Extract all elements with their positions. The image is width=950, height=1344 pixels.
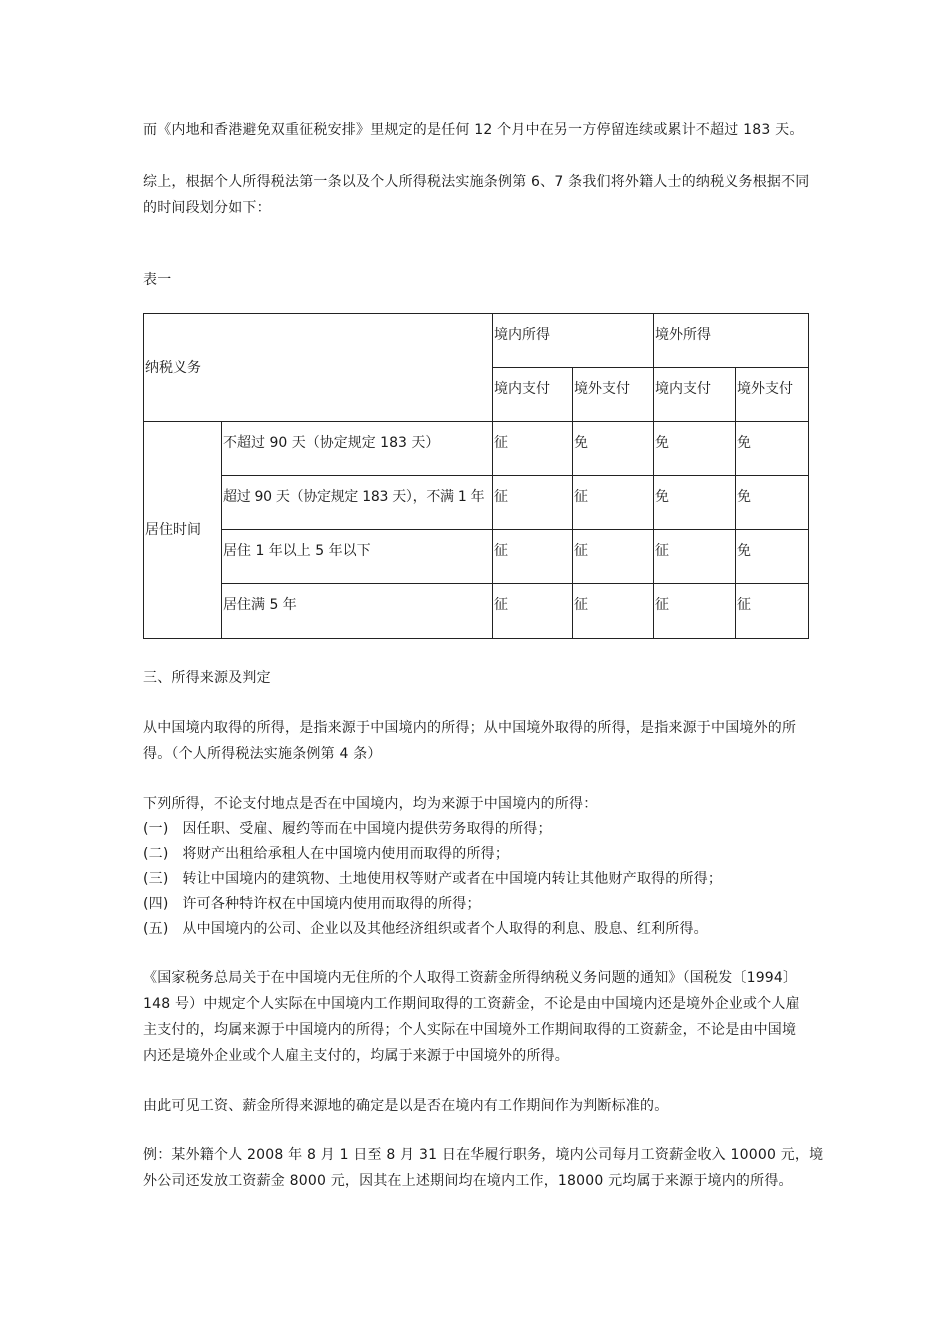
table-corner-cell: 纳税义务 bbox=[144, 314, 493, 422]
row-label: 不超过 90 天（协定规定 183 天） bbox=[222, 422, 493, 476]
table-cell: 免 bbox=[654, 476, 736, 530]
table-cell: 征 bbox=[736, 584, 809, 639]
row-label: 超过 90 天（协定规定 183 天），不满 1 年 bbox=[222, 476, 493, 530]
table-cell: 免 bbox=[736, 476, 809, 530]
example-paragraph-line-1: 例：某外籍个人 2008 年 8 月 1 日至 8 月 31 日在华履行职务，境内公司每月工资薪金收入 10000 元，境 bbox=[143, 1147, 824, 1163]
income-list-item: (二) 将财产出租给承租人在中国境内使用而取得的所得； bbox=[143, 846, 510, 862]
table-cell: 征 bbox=[493, 584, 573, 639]
table-cell: 征 bbox=[493, 422, 573, 476]
intro-paragraph-1: 而《内地和香港避免双重征税安排》里规定的是任何 12 个月中在另一方停留连续或累计不超过 183 天。 bbox=[143, 122, 804, 138]
section-3-paragraph-1-line-2: 得。（个人所得税法实施条例第 4 条） bbox=[143, 746, 382, 762]
notice-paragraph-line-4: 内还是境外企业或个人雇主支付的，均属于来源于中国境外的所得。 bbox=[143, 1048, 569, 1064]
subheader-domestic-paid-2: 境内支付 bbox=[654, 368, 736, 422]
table-cell: 免 bbox=[736, 422, 809, 476]
section-3-paragraph-1-line-1: 从中国境内取得的所得，是指来源于中国境内的所得；从中国境外取得的所得，是指来源于中国境外的所 bbox=[143, 720, 797, 736]
subheader-domestic-paid-1: 境内支付 bbox=[493, 368, 573, 422]
notice-paragraph-line-1: 《国家税务总局关于在中国境内无住所的个人取得工资薪金所得纳税义务问题的通知》（国税发〔1994〕 bbox=[143, 970, 798, 986]
table-cell: 征 bbox=[573, 476, 654, 530]
conclusion-paragraph: 由此可见工资、薪金所得来源地的确定是以是否在境内有工作期间作为判断标准的。 bbox=[143, 1098, 669, 1114]
row-label: 居住满 5 年 bbox=[222, 584, 493, 639]
income-list-intro: 下列所得，不论支付地点是否在中国境内，均为来源于中国境内的所得： bbox=[143, 796, 598, 812]
intro-paragraph-2-line-1: 综上，根据个人所得税法第一条以及个人所得税法实施条例第 6、7 条我们将外籍人士的纳税义务根据不同 bbox=[143, 174, 810, 190]
table-cell: 征 bbox=[654, 530, 736, 584]
row-group-residence-time: 居住时间 bbox=[144, 422, 222, 639]
table-cell: 征 bbox=[654, 584, 736, 639]
table-cell: 免 bbox=[573, 422, 654, 476]
header-foreign-income: 境外所得 bbox=[654, 314, 809, 368]
subheader-foreign-paid-1: 境外支付 bbox=[573, 368, 654, 422]
notice-paragraph-line-2: 148 号）中规定个人实际在中国境内工作期间取得的工资薪金，不论是由中国境内还是境外企业或个人雇 bbox=[143, 996, 800, 1012]
table-cell: 免 bbox=[736, 530, 809, 584]
table-cell: 征 bbox=[573, 584, 654, 639]
income-list-item: (四) 许可各种特许权在中国境内使用而取得的所得； bbox=[143, 896, 481, 912]
header-domestic-income: 境内所得 bbox=[493, 314, 654, 368]
row-label: 居住 1 年以上 5 年以下 bbox=[222, 530, 493, 584]
intro-paragraph-2-line-2: 的时间段划分如下： bbox=[143, 200, 271, 216]
table-cell: 免 bbox=[654, 422, 736, 476]
table-cell: 征 bbox=[493, 530, 573, 584]
section-3-heading: 三、所得来源及判定 bbox=[143, 670, 271, 686]
notice-paragraph-line-3: 主支付的，均属来源于中国境内的所得；个人实际在中国境外工作期间取得的工资薪金，不论是由中国境 bbox=[143, 1022, 797, 1038]
table-cell: 征 bbox=[573, 530, 654, 584]
example-paragraph-line-2: 外公司还发放工资薪金 8000 元，因其在上述期间均在境内工作，18000 元均属于来源于境内的所得。 bbox=[143, 1173, 793, 1189]
income-list-item: (五) 从中国境内的公司、企业以及其他经济组织或者个人取得的利息、股息、红利所得。 bbox=[143, 921, 708, 937]
income-list-item: (一) 因任职、受雇、履约等而在中国境内提供劳务取得的所得； bbox=[143, 821, 552, 837]
subheader-foreign-paid-2: 境外支付 bbox=[736, 368, 809, 422]
table-caption: 表一 bbox=[143, 272, 172, 288]
tax-obligation-table bbox=[143, 313, 809, 639]
income-list-item: (三) 转让中国境内的建筑物、土地使用权等财产或者在中国境内转让其他财产取得的所得； bbox=[143, 871, 723, 887]
table-cell: 征 bbox=[493, 476, 573, 530]
